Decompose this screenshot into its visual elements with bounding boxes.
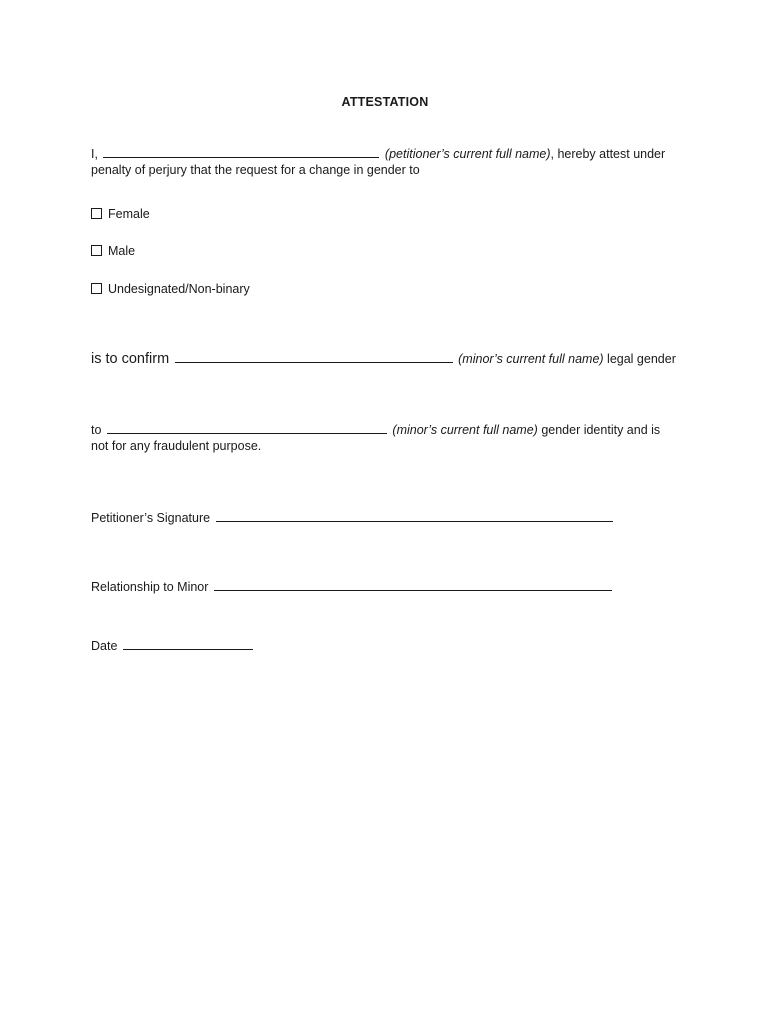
date-line [91, 637, 255, 655]
confirm-suffix: legal gender [607, 352, 676, 366]
option-female-label: Female [108, 207, 150, 221]
petitioner-name-field[interactable] [103, 145, 379, 158]
male-checkbox[interactable] [91, 245, 102, 256]
identity-line-1 [91, 421, 660, 439]
option-nonbinary [91, 281, 250, 298]
signature-field[interactable] [216, 509, 613, 522]
female-checkbox[interactable] [91, 208, 102, 219]
identity-suffix: gender identity and is [541, 423, 661, 437]
petitioner-name-hint: (petitioner’s current full name) [384, 147, 551, 161]
minor-name-field-2[interactable] [107, 421, 387, 434]
date-field[interactable] [123, 637, 253, 650]
signature-label: Petitioner’s Signature [91, 511, 211, 525]
relationship-line [91, 578, 614, 596]
option-female [91, 206, 150, 223]
option-male-label: Male [108, 244, 136, 258]
identity-hint: (minor’s current full name) [392, 423, 538, 437]
relationship-label: Relationship to Minor [91, 580, 209, 594]
confirm-hint: (minor’s current full name) [458, 352, 604, 366]
option-nonbinary-label: Undesignated/Non-binary [108, 282, 250, 296]
nonbinary-checkbox[interactable] [91, 283, 102, 294]
identity-prefix: to [91, 423, 102, 437]
minor-name-field-1[interactable] [175, 350, 453, 363]
relationship-field[interactable] [214, 578, 612, 591]
page-title: ATTESTATION [341, 95, 429, 109]
confirm-line [91, 350, 676, 368]
intro-line-2: penalty of perjury that the request for a change in gender to [91, 163, 420, 177]
intro-prefix: I, [91, 147, 98, 161]
identity-line-2: not for any fraudulent purpose. [91, 439, 262, 453]
option-male [91, 243, 135, 260]
intro-line-1 [91, 145, 665, 163]
confirm-prefix: is to confirm [91, 351, 170, 367]
signature-line [91, 509, 615, 527]
date-label: Date [91, 639, 118, 653]
intro-after-hint: , hereby attest under [550, 147, 666, 161]
